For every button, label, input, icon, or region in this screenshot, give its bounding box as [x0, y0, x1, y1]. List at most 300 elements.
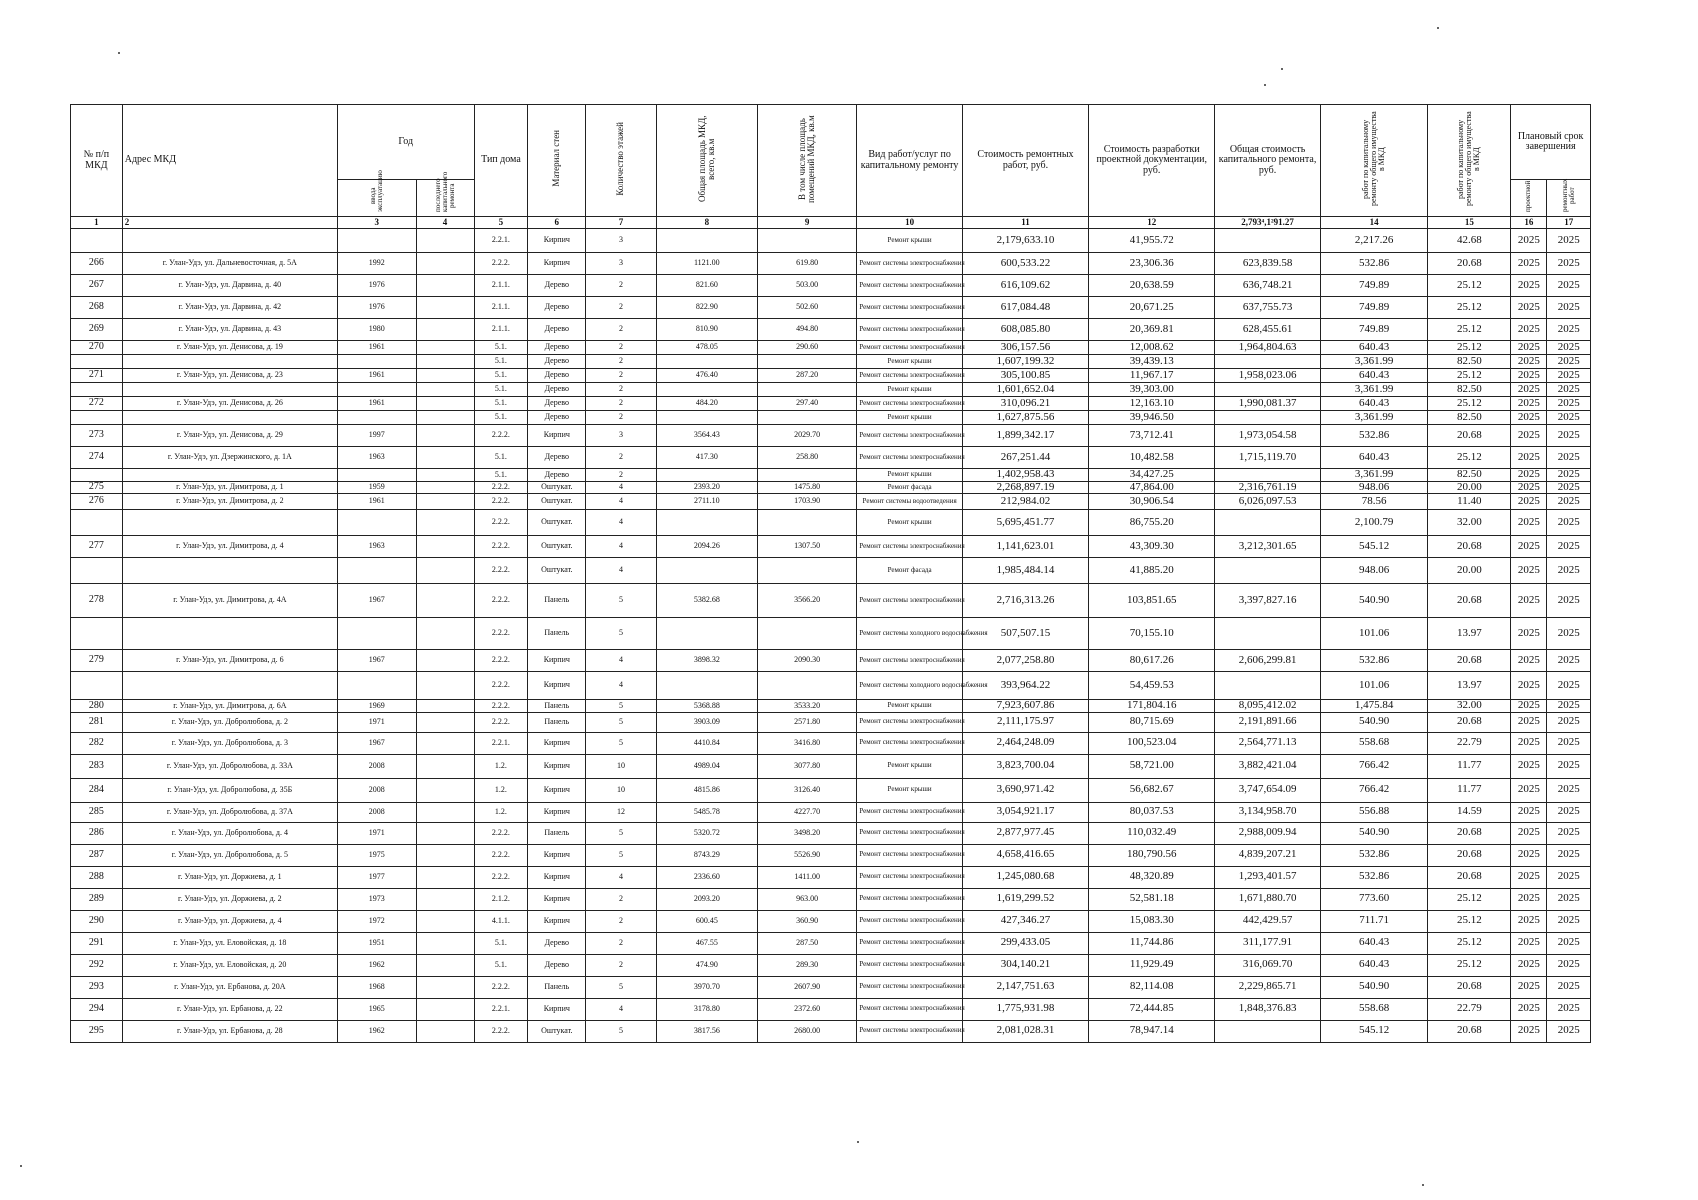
col-header-work-type: Вид работ/услуг по капитальному ремонту: [857, 105, 963, 217]
cell-parea: 1475.80: [758, 481, 857, 494]
cell-y2: [416, 910, 474, 932]
cell-area: 4989.04: [656, 754, 757, 778]
cell-y1: 1992: [337, 253, 416, 275]
col-header-unit-design: [1428, 105, 1511, 217]
col-header-planned-design-text: проектной: [1524, 180, 1533, 212]
cell-area: 1121.00: [656, 253, 757, 275]
cell-parea: 963.00: [758, 888, 857, 910]
cell-parea: 5526.90: [758, 844, 857, 866]
cell-parea: 494.80: [758, 319, 857, 341]
cell-work: Ремонт крыши: [857, 355, 963, 369]
cell-parea: 3077.80: [758, 754, 857, 778]
column-number: 12: [1089, 217, 1215, 229]
cell-u2: 20.68: [1428, 712, 1511, 732]
cell-total: 311,177.91: [1215, 932, 1321, 954]
cell-work: Ремонт крыши: [857, 229, 963, 253]
cell-area: 5320.72: [656, 822, 757, 844]
cell-fl: 12: [586, 802, 656, 822]
cell-u2: 82.50: [1428, 411, 1511, 425]
cell-u1: 558.68: [1320, 998, 1428, 1020]
cell-no: [71, 558, 123, 584]
cell-cost: 5,695,451.77: [962, 510, 1088, 536]
cell-p1: 2025: [1511, 536, 1547, 558]
cell-p1: 2025: [1511, 778, 1547, 802]
cell-address: г. Улан-Удэ, ул. Ербанова, д. 20А: [122, 976, 337, 998]
cell-total: 3,134,958.70: [1215, 802, 1321, 822]
cell-parea: [758, 618, 857, 650]
cell-design: 70,155.10: [1089, 618, 1215, 650]
cell-design: 52,581.18: [1089, 888, 1215, 910]
cell-cost: 212,984.02: [962, 494, 1088, 510]
cell-address: г. Улан-Удэ, ул. Денисова, д. 19: [122, 341, 337, 355]
cell-type: 5.1.: [474, 341, 528, 355]
cell-total: 6,026,097.53: [1215, 494, 1321, 510]
cell-address: [122, 355, 337, 369]
cell-u2: 22.79: [1428, 998, 1511, 1020]
cell-address: г. Улан-Удэ, ул. Дарвина, д. 43: [122, 319, 337, 341]
cell-u1: 749.89: [1320, 275, 1428, 297]
cell-y1: [337, 558, 416, 584]
cell-u1: 640.43: [1320, 369, 1428, 383]
cell-design: 82,114.08: [1089, 976, 1215, 998]
cell-type: 5.1.: [474, 954, 528, 976]
cell-p2: 2025: [1547, 275, 1591, 297]
cell-y1: 1962: [337, 1020, 416, 1042]
cell-y1: [337, 229, 416, 253]
cell-parea: 2607.90: [758, 976, 857, 998]
cell-total: 1,715,119.70: [1215, 447, 1321, 469]
cell-mat: Оштукат.: [528, 558, 586, 584]
cell-p2: 2025: [1547, 355, 1591, 369]
cell-y2: [416, 932, 474, 954]
cell-work: Ремонт крыши: [857, 469, 963, 482]
cell-work: Ремонт системы электроснабжения: [857, 976, 963, 998]
cell-cost: 304,140.21: [962, 954, 1088, 976]
cell-p2: 2025: [1547, 618, 1591, 650]
cell-area: 2393.20: [656, 481, 757, 494]
cell-parea: 360.90: [758, 910, 857, 932]
cell-work: Ремонт системы холодного водоснабжения: [857, 672, 963, 700]
cell-address: [122, 229, 337, 253]
cell-work: Ремонт системы электроснабжения: [857, 802, 963, 822]
cell-area: 417.30: [656, 447, 757, 469]
cell-total: 2,316,761.19: [1215, 481, 1321, 494]
cell-p1: 2025: [1511, 802, 1547, 822]
cell-p2: 2025: [1547, 822, 1591, 844]
cell-cost: 600,533.22: [962, 253, 1088, 275]
cell-p1: 2025: [1511, 411, 1547, 425]
col-header-wall-material: [528, 105, 586, 217]
cell-area: 5382.68: [656, 584, 757, 618]
cell-fl: 5: [586, 700, 656, 713]
cell-p1: 2025: [1511, 618, 1547, 650]
cell-y2: [416, 510, 474, 536]
cell-cost: 4,658,416.65: [962, 844, 1088, 866]
cell-no: 271: [71, 369, 123, 383]
cell-mat: Кирпич: [528, 910, 586, 932]
cell-mat: Оштукат.: [528, 481, 586, 494]
cell-y1: 1951: [337, 932, 416, 954]
cell-no: 272: [71, 397, 123, 411]
cell-u1: 640.43: [1320, 341, 1428, 355]
cell-y1: 1971: [337, 712, 416, 732]
cell-work: Ремонт системы электроснабжения: [857, 732, 963, 754]
cell-p2: 2025: [1547, 425, 1591, 447]
cell-parea: 1703.90: [758, 494, 857, 510]
col-header-repair-cost: Стоимость ремонтных работ, руб.: [962, 105, 1088, 217]
column-number: 9: [758, 217, 857, 229]
cell-cost: 2,179,633.10: [962, 229, 1088, 253]
cell-mat: Дерево: [528, 369, 586, 383]
cell-mat: Панель: [528, 976, 586, 998]
cell-y1: 1969: [337, 700, 416, 713]
table-row: [71, 253, 1591, 275]
cell-mat: Панель: [528, 700, 586, 713]
cell-y1: 1976: [337, 297, 416, 319]
cell-p1: 2025: [1511, 481, 1547, 494]
col-header-house-type: Тип дома: [474, 105, 528, 217]
cell-total: 3,747,654.09: [1215, 778, 1321, 802]
cell-type: 2.2.2.: [474, 976, 528, 998]
cell-p1: 2025: [1511, 341, 1547, 355]
cell-u1: 556.88: [1320, 802, 1428, 822]
cell-design: 54,459.53: [1089, 672, 1215, 700]
cell-type: 2.2.1.: [474, 732, 528, 754]
cell-y1: 1961: [337, 369, 416, 383]
column-number: 11: [962, 217, 1088, 229]
cell-cost: 2,464,248.09: [962, 732, 1088, 754]
cell-cost: 299,433.05: [962, 932, 1088, 954]
cell-fl: 5: [586, 844, 656, 866]
table-row: [71, 866, 1591, 888]
cell-p2: 2025: [1547, 866, 1591, 888]
cell-total: 636,748.21: [1215, 275, 1321, 297]
table-row: [71, 494, 1591, 510]
cell-p2: 2025: [1547, 584, 1591, 618]
cell-parea: [758, 383, 857, 397]
cell-no: 292: [71, 954, 123, 976]
cell-u1: 749.89: [1320, 297, 1428, 319]
cell-cost: 2,077,258.80: [962, 650, 1088, 672]
column-number: 3: [337, 217, 416, 229]
scan-speck: [1422, 1184, 1424, 1186]
cell-p1: 2025: [1511, 319, 1547, 341]
cell-area: [656, 383, 757, 397]
cell-no: 278: [71, 584, 123, 618]
cell-work: Ремонт фасада: [857, 558, 963, 584]
cell-total: 2,229,865.71: [1215, 976, 1321, 998]
cell-mat: Дерево: [528, 383, 586, 397]
table-row: [71, 802, 1591, 822]
cell-mat: Дерево: [528, 469, 586, 482]
cell-parea: 297.40: [758, 397, 857, 411]
cell-fl: 2: [586, 888, 656, 910]
cell-no: [71, 355, 123, 369]
cell-total: 1,293,401.57: [1215, 866, 1321, 888]
cell-y2: [416, 1020, 474, 1042]
column-number: 10: [857, 217, 963, 229]
table-row: [71, 712, 1591, 732]
cell-design: 23,306.36: [1089, 253, 1215, 275]
cell-no: 284: [71, 778, 123, 802]
column-number: 16: [1511, 217, 1547, 229]
cell-parea: 2680.00: [758, 1020, 857, 1042]
cell-design: 11,744.86: [1089, 932, 1215, 954]
cell-y2: [416, 778, 474, 802]
repair-schedule-table: [70, 104, 1591, 1043]
cell-address: г. Улан-Удэ, ул. Доржиева, д. 2: [122, 888, 337, 910]
cell-y1: 1967: [337, 650, 416, 672]
cell-cost: 1,985,484.14: [962, 558, 1088, 584]
cell-p1: 2025: [1511, 888, 1547, 910]
cell-no: 266: [71, 253, 123, 275]
cell-area: 600.45: [656, 910, 757, 932]
cell-area: 2336.60: [656, 866, 757, 888]
cell-type: 5.1.: [474, 397, 528, 411]
cell-no: [71, 383, 123, 397]
col-header-unit-repair: [1320, 105, 1428, 217]
col-header-floors-text: Количество этажей: [615, 121, 626, 196]
cell-no: 276: [71, 494, 123, 510]
cell-type: 2.2.2.: [474, 558, 528, 584]
table-row: [71, 229, 1591, 253]
table-row: [71, 447, 1591, 469]
cell-address: [122, 411, 337, 425]
cell-type: 2.1.1.: [474, 297, 528, 319]
cell-work: Ремонт фасада: [857, 481, 963, 494]
cell-total: [1215, 411, 1321, 425]
cell-fl: 2: [586, 355, 656, 369]
cell-no: 268: [71, 297, 123, 319]
cell-design: 80,037.53: [1089, 802, 1215, 822]
cell-parea: 258.80: [758, 447, 857, 469]
cell-total: [1215, 355, 1321, 369]
col-header-floors: [586, 105, 656, 217]
cell-p2: 2025: [1547, 397, 1591, 411]
cell-mat: Дерево: [528, 397, 586, 411]
cell-u1: 540.90: [1320, 712, 1428, 732]
col-header-wall-material-text: Материал стен: [551, 130, 562, 188]
cell-total: 623,839.58: [1215, 253, 1321, 275]
cell-p2: 2025: [1547, 732, 1591, 754]
cell-no: 285: [71, 802, 123, 822]
cell-type: 4.1.1.: [474, 910, 528, 932]
cell-p1: 2025: [1511, 976, 1547, 998]
cell-u1: 766.42: [1320, 754, 1428, 778]
cell-area: 3903.09: [656, 712, 757, 732]
cell-fl: 4: [586, 998, 656, 1020]
cell-total: 1,848,376.83: [1215, 998, 1321, 1020]
cell-y1: 1975: [337, 844, 416, 866]
cell-u2: 25.12: [1428, 397, 1511, 411]
cell-u2: 20.68: [1428, 584, 1511, 618]
scan-speck: [857, 1141, 859, 1143]
cell-fl: 2: [586, 411, 656, 425]
cell-parea: 619.80: [758, 253, 857, 275]
cell-y1: [337, 469, 416, 482]
cell-type: 5.1.: [474, 469, 528, 482]
cell-mat: Дерево: [528, 447, 586, 469]
cell-cost: 1,601,652.04: [962, 383, 1088, 397]
cell-y1: 1997: [337, 425, 416, 447]
table-row: [71, 822, 1591, 844]
cell-area: 4410.84: [656, 732, 757, 754]
cell-parea: [758, 672, 857, 700]
cell-mat: Дерево: [528, 319, 586, 341]
cell-no: 294: [71, 998, 123, 1020]
cell-u1: 3,361.99: [1320, 411, 1428, 425]
cell-work: Ремонт системы электроснабжения: [857, 650, 963, 672]
cell-mat: Оштукат.: [528, 510, 586, 536]
cell-p2: 2025: [1547, 481, 1591, 494]
cell-p1: 2025: [1511, 910, 1547, 932]
cell-cost: 2,877,977.45: [962, 822, 1088, 844]
cell-p1: 2025: [1511, 932, 1547, 954]
cell-u1: 545.12: [1320, 536, 1428, 558]
cell-y1: 1961: [337, 397, 416, 411]
cell-fl: 3: [586, 253, 656, 275]
cell-fl: 2: [586, 954, 656, 976]
cell-y1: 1971: [337, 822, 416, 844]
cell-y1: 1963: [337, 536, 416, 558]
cell-y2: [416, 425, 474, 447]
cell-u2: 25.12: [1428, 447, 1511, 469]
cell-mat: Панель: [528, 822, 586, 844]
cell-p1: 2025: [1511, 732, 1547, 754]
cell-p2: 2025: [1547, 1020, 1591, 1042]
cell-total: 1,964,804.63: [1215, 341, 1321, 355]
cell-work: Ремонт системы электроснабжения: [857, 822, 963, 844]
cell-total: 1,671,880.70: [1215, 888, 1321, 910]
cell-cost: 1,607,199.32: [962, 355, 1088, 369]
cell-address: [122, 383, 337, 397]
cell-cost: 2,081,028.31: [962, 1020, 1088, 1042]
cell-fl: 2: [586, 469, 656, 482]
cell-mat: Дерево: [528, 932, 586, 954]
cell-u2: 32.00: [1428, 700, 1511, 713]
cell-parea: 2029.70: [758, 425, 857, 447]
cell-no: 281: [71, 712, 123, 732]
cell-total: 1,990,081.37: [1215, 397, 1321, 411]
cell-no: [71, 618, 123, 650]
cell-no: [71, 411, 123, 425]
cell-fl: 5: [586, 732, 656, 754]
table-row: [71, 341, 1591, 355]
cell-type: 2.2.2.: [474, 822, 528, 844]
cell-p2: 2025: [1547, 297, 1591, 319]
table-row: [71, 319, 1591, 341]
cell-design: 73,712.41: [1089, 425, 1215, 447]
cell-address: г. Улан-Удэ, ул. Добролюбова, д. 4: [122, 822, 337, 844]
cell-address: г. Улан-Удэ, ул. Доржиева, д. 1: [122, 866, 337, 888]
cell-y1: 1961: [337, 494, 416, 510]
col-header-total-cost: Общая стоимость капитального ремонта, руб.: [1215, 105, 1321, 217]
cell-design: 11,967.17: [1089, 369, 1215, 383]
cell-design: 10,482.58: [1089, 447, 1215, 469]
cell-work: Ремонт системы электроснабжения: [857, 253, 963, 275]
cell-fl: 4: [586, 672, 656, 700]
cell-fl: 2: [586, 910, 656, 932]
cell-p1: 2025: [1511, 866, 1547, 888]
cell-type: 2.2.2.: [474, 425, 528, 447]
cell-y2: [416, 494, 474, 510]
cell-y1: 1976: [337, 275, 416, 297]
cell-p2: 2025: [1547, 229, 1591, 253]
cell-u2: 42.68: [1428, 229, 1511, 253]
cell-type: 5.1.: [474, 411, 528, 425]
cell-address: г. Улан-Удэ, ул. Денисова, д. 23: [122, 369, 337, 383]
cell-u2: 20.68: [1428, 866, 1511, 888]
cell-y2: [416, 397, 474, 411]
cell-cost: 2,111,175.97: [962, 712, 1088, 732]
cell-u1: 773.60: [1320, 888, 1428, 910]
cell-u1: 711.71: [1320, 910, 1428, 932]
scan-speck: [20, 1165, 22, 1167]
cell-design: 80,617.26: [1089, 650, 1215, 672]
column-number: 2: [122, 217, 337, 229]
cell-mat: Дерево: [528, 411, 586, 425]
cell-design: 171,804.16: [1089, 700, 1215, 713]
cell-total: 2,988,009.94: [1215, 822, 1321, 844]
cell-parea: 3533.20: [758, 700, 857, 713]
cell-u2: 20.68: [1428, 253, 1511, 275]
cell-cost: 1,402,958.43: [962, 469, 1088, 482]
header-row: [71, 105, 1591, 180]
cell-type: 2.2.2.: [474, 494, 528, 510]
cell-area: 484.20: [656, 397, 757, 411]
column-number: 15: [1428, 217, 1511, 229]
cell-area: 821.60: [656, 275, 757, 297]
cell-area: 2093.20: [656, 888, 757, 910]
cell-cost: 393,964.22: [962, 672, 1088, 700]
cell-no: 288: [71, 866, 123, 888]
cell-type: 2.2.2.: [474, 510, 528, 536]
cell-work: Ремонт крыши: [857, 411, 963, 425]
cell-address: г. Улан-Удэ, ул. Еловойская, д. 20: [122, 954, 337, 976]
cell-type: 2.2.2.: [474, 866, 528, 888]
cell-parea: 3566.20: [758, 584, 857, 618]
cell-cost: 507,507.15: [962, 618, 1088, 650]
cell-u1: 640.43: [1320, 397, 1428, 411]
cell-design: 103,851.65: [1089, 584, 1215, 618]
cell-design: 11,929.49: [1089, 954, 1215, 976]
cell-p1: 2025: [1511, 844, 1547, 866]
cell-p2: 2025: [1547, 510, 1591, 536]
cell-area: 5368.88: [656, 700, 757, 713]
cell-y1: [337, 672, 416, 700]
cell-area: 476.40: [656, 369, 757, 383]
cell-u1: 1,475.84: [1320, 700, 1428, 713]
cell-u2: 25.12: [1428, 297, 1511, 319]
cell-u1: 640.43: [1320, 447, 1428, 469]
cell-no: [71, 229, 123, 253]
cell-mat: Дерево: [528, 355, 586, 369]
table-row: [71, 383, 1591, 397]
cell-p2: 2025: [1547, 888, 1591, 910]
cell-area: [656, 672, 757, 700]
cell-design: 58,721.00: [1089, 754, 1215, 778]
cell-parea: [758, 411, 857, 425]
cell-total: 1,958,023.06: [1215, 369, 1321, 383]
cell-cost: 608,085.80: [962, 319, 1088, 341]
col-header-year-commission-text: ввода эксплуатацию: [368, 170, 384, 213]
cell-address: г. Улан-Удэ, ул. Дарвина, д. 40: [122, 275, 337, 297]
cell-no: [71, 510, 123, 536]
cell-type: 2.2.2.: [474, 844, 528, 866]
cell-type: 5.1.: [474, 355, 528, 369]
cell-total: [1215, 229, 1321, 253]
cell-total: 316,069.70: [1215, 954, 1321, 976]
